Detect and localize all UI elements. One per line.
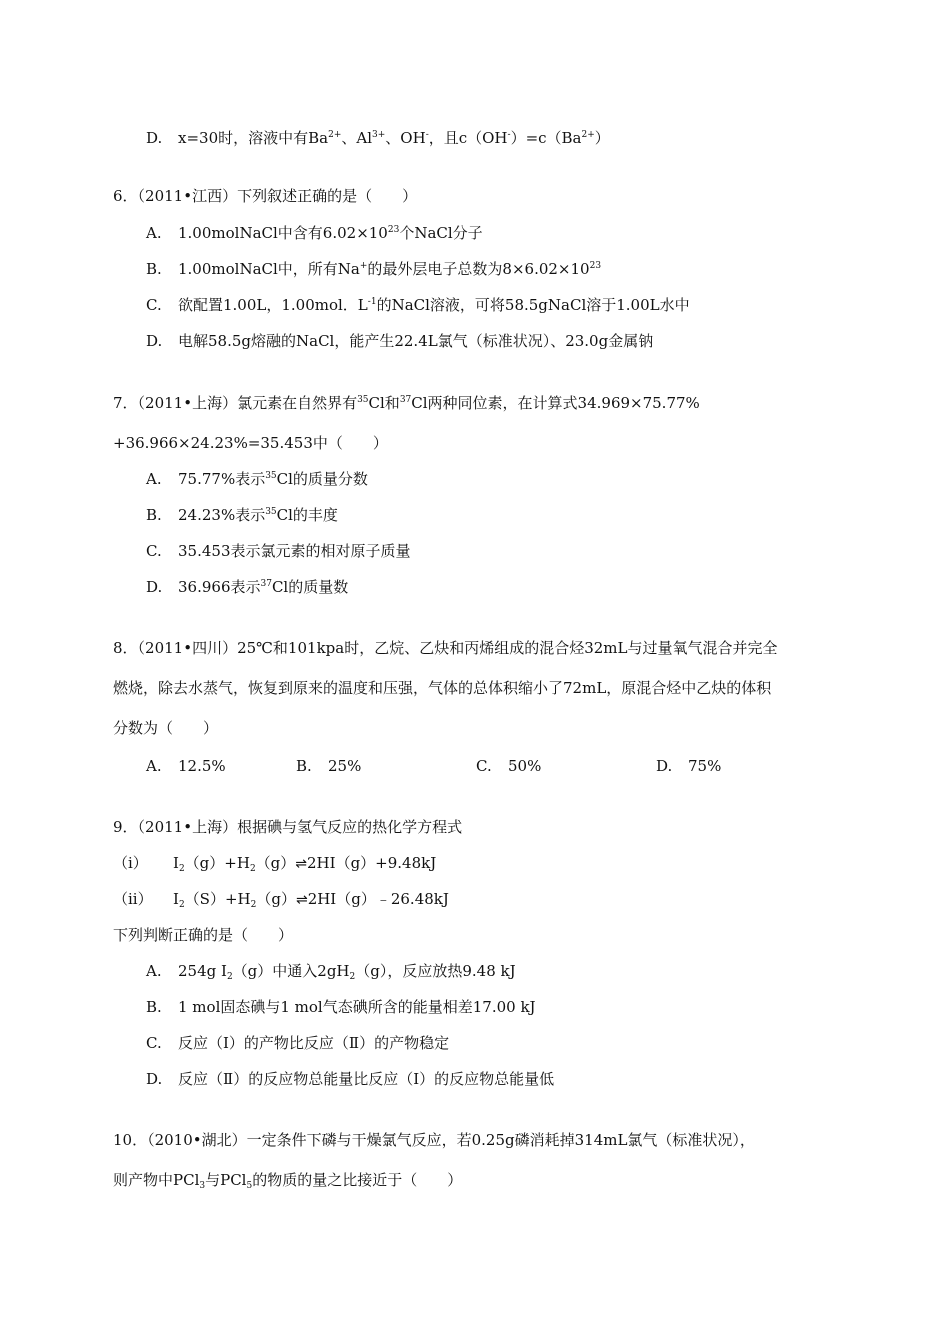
q9-option-b: B. 1 mol固态碘与1 mol气态碘所含的能量相差17.00 kJ: [146, 998, 536, 1016]
q7-stem-line2: +36.966×24.23%=35.453中（ ）: [113, 434, 388, 452]
q9-option-d: D. 反应（Ⅱ）的反应物总能量比反应（Ⅰ）的反应物总能量低: [146, 1070, 555, 1088]
q8-option-b: B. 25%: [296, 757, 362, 775]
q10-stem-line1: 10．（2010•湖北）一定条件下磷与干燥氯气反应，若0.25g磷消耗掉314mL氯气（标准状况），: [113, 1131, 755, 1149]
q8-stem-line1: 8．（2011•四川）25℃和101kpa时，乙烷、乙炔和丙烯组成的混合烃32mL与过量氧气混合并完全: [113, 639, 778, 657]
q8-option-a: A. 12.5%: [146, 757, 226, 775]
q6-option-c: C. 欲配置1.00L，1.00mol．$L^{-1}$的NaCl溶液，可将58.5gNaCl溶于1.00L水中: [146, 296, 690, 314]
q6-stem: 6．（2011•江西）下列叙述正确的是（ ）: [113, 187, 418, 205]
option-letter: D.: [146, 129, 163, 147]
q9-equation-2: （ii） $I_2(S)+H_2(g)\rightleftharpoons 2HI(g)﹣26.48kJ$: [113, 890, 449, 910]
q6-option-a: A. 1.00molNaCl中含有$6.02\times 10^{23}$个NaCl分子: [146, 224, 483, 242]
q8-option-d: D. 75%: [656, 757, 722, 775]
q5-option-d: D. x=30时，溶液中有$Ba^{2+}$、$Al^{3+}$、OH-，且$c(OH^-)=c(Ba^{2+})$: [146, 129, 610, 147]
q9-option-a: A. 254g $I_2(g)$中通入$2gH_2(g)$，反应放热9.48 kJ: [146, 962, 516, 982]
q8-stem-line3: 分数为（ ）: [113, 719, 219, 737]
q9-stem: 9．（2011•上海）根据碘与氢气反应的热化学方程式: [113, 818, 463, 836]
q8-option-c: C. 50%: [476, 757, 542, 775]
q10-stem-line2: 则产物中PCl$_3$与PCl$_5$的物质的量之比接近于（ ）: [113, 1171, 463, 1191]
q6-option-b: B. 1.00molNaCl中，所有Na+的最外层电子总数为$8\times 6.02\times 10^{23}$: [146, 260, 602, 278]
q9-option-c: C. 反应（Ⅰ）的产物比反应（Ⅱ）的产物稳定: [146, 1034, 450, 1052]
q6-option-d: D. 电解58.5g熔融的NaCl，能产生22.4L氯气（标准状况）、23.0g金属钠: [146, 332, 654, 350]
q7-option-b: B. 24.23%表示$^{35}$Cl的丰度: [146, 506, 338, 524]
q9-question: 下列判断正确的是（ ）: [113, 926, 294, 944]
q9-equation-1: （i） $I_2(g)+H_2(g)\rightleftharpoons 2HI(g)+9.48kJ$: [113, 854, 437, 874]
q8-stem-line2: 燃烧，除去水蒸气，恢复到原来的温度和压强，气体的总体积缩小了72mL，原混合烃中乙炔的体积: [113, 679, 772, 697]
q7-option-d: D. 36.966表示$^{37}$Cl的质量数: [146, 578, 349, 596]
q7-option-c: C. 35.453表示氯元素的相对原子质量: [146, 542, 411, 560]
equilibrium-arrow-icon: ⇌: [295, 892, 308, 908]
q7-option-a: A. 75.77%表示$^{35}$Cl的质量分数: [146, 470, 368, 488]
equilibrium-arrow-icon: ⇌: [295, 856, 308, 872]
q7-stem-line1: 7．（2011•上海）氯元素在自然界有$^{35}$Cl和$^{37}$Cl两种同位素，在计算式34.969×75.77%: [113, 394, 700, 412]
